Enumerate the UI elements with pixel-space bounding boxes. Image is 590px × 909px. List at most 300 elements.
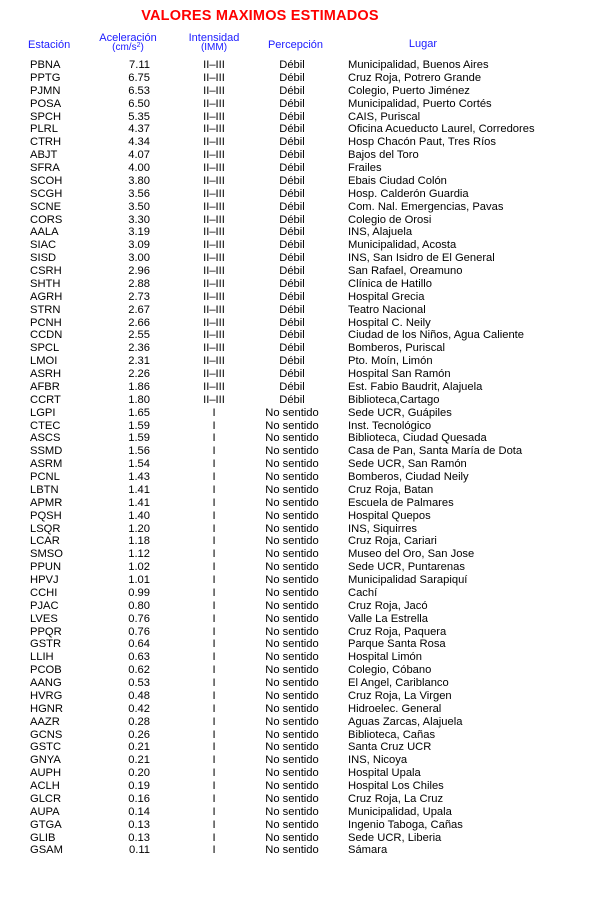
place-cell: Hospital San Ramón	[348, 368, 451, 380]
intensity-cell: II–III	[203, 277, 225, 290]
intensity-cell: I	[212, 599, 216, 612]
place-cell: INS, Nicoya	[348, 754, 408, 767]
place-cell: Hospital Limón	[348, 651, 422, 664]
station-code-cell: STRN	[30, 303, 61, 316]
acceleration-unit-close: )	[140, 42, 144, 53]
perception-cell: No sentido	[265, 844, 319, 857]
acceleration-cell: 0.42	[128, 702, 150, 715]
perception-cell: Débil	[279, 329, 305, 342]
place-cell: Oficina Acueducto Laurel, Corredores	[348, 123, 535, 136]
perception-cell: No sentido	[265, 419, 319, 432]
intensity-cell: I	[212, 612, 216, 625]
acceleration-cell: 1.02	[128, 561, 150, 574]
place-cell: INS, Siquirres	[348, 522, 418, 535]
table-row	[0, 548, 590, 561]
intensity-cell: I	[212, 625, 216, 638]
perception-cell: Débil	[279, 123, 305, 136]
acceleration-cell: 2.36	[128, 342, 150, 355]
place-cell: Ciudad de los Niños, Agua Caliente	[348, 329, 525, 342]
place-cell: Municipalidad, Puerto Cortés	[348, 97, 492, 110]
station-code-cell: CTEC	[30, 419, 61, 432]
table-row	[0, 317, 590, 330]
perception-cell: Débil	[279, 84, 305, 97]
acceleration-cell: 0.13	[128, 818, 150, 831]
table-row	[0, 613, 590, 626]
perception-cell: No sentido	[265, 612, 319, 625]
place-cell: Hosp. Calderón Guardia	[348, 187, 469, 200]
perception-cell: Débil	[279, 303, 305, 316]
acceleration-cell: 3.09	[128, 239, 150, 252]
station-code-cell: PJAC	[30, 599, 59, 612]
perception-cell: No sentido	[265, 458, 319, 471]
acceleration-cell: 1.20	[128, 522, 150, 535]
table-row	[0, 844, 590, 857]
table-row	[0, 59, 590, 72]
station-code-cell: GSAM	[30, 844, 63, 857]
place-cell: Cruz Roja, Cariari	[348, 535, 437, 548]
place-cell: Cruz Roja, Batan	[348, 483, 434, 496]
table-row	[0, 445, 590, 458]
intensity-cell: II–III	[203, 342, 225, 355]
place-cell: Biblioteca, Cañas	[348, 728, 436, 741]
table-row	[0, 819, 590, 832]
station-code-cell: HVRG	[30, 689, 63, 702]
perception-cell: No sentido	[265, 818, 319, 831]
table-row	[0, 458, 590, 471]
intensity-cell: I	[212, 406, 216, 419]
acceleration-cell: 2.67	[128, 303, 150, 316]
perception-cell: No sentido	[265, 805, 319, 818]
station-code-cell: LBTN	[30, 483, 59, 496]
station-code-cell: SCGH	[30, 187, 63, 200]
acceleration-cell: 0.53	[128, 677, 150, 689]
table-row	[0, 832, 590, 845]
perception-cell: No sentido	[265, 483, 319, 496]
perception-cell: No sentido	[265, 522, 319, 535]
table-row	[0, 201, 590, 214]
intensity-cell: I	[212, 471, 216, 483]
acceleration-cell: 1.41	[128, 496, 150, 509]
intensity-cell: I	[212, 548, 216, 561]
acceleration-cell: 5.35	[128, 110, 150, 123]
table-row	[0, 716, 590, 729]
intensity-cell: II–III	[203, 368, 225, 380]
station-code-cell: AUPH	[30, 767, 62, 780]
place-cell: INS, San Isidro de El General	[348, 252, 495, 265]
place-cell: CAIS, Puriscal	[348, 110, 421, 123]
perception-cell: Débil	[279, 239, 305, 252]
column-header-intensity-label: Intensidad	[188, 32, 240, 44]
intensity-cell: II–III	[203, 187, 225, 200]
page-title: VALORES MAXIMOS ESTIMADOS	[141, 8, 379, 24]
perception-cell: Débil	[279, 265, 305, 277]
place-cell: Sede UCR, Puntarenas	[348, 561, 465, 574]
intensity-cell: I	[212, 728, 216, 741]
intensity-cell: II–III	[203, 174, 225, 187]
column-header-station: Estación	[28, 39, 71, 51]
place-cell: Bomberos, Ciudad Neily	[348, 471, 469, 483]
perception-cell: Débil	[279, 162, 305, 174]
table-row	[0, 214, 590, 227]
place-cell: Hospital Quepos	[348, 509, 431, 522]
place-cell: Municipalidad Sarapiquí	[348, 574, 468, 586]
intensity-cell: II–III	[203, 123, 225, 136]
table-row	[0, 111, 590, 124]
station-code-cell: PPQR	[30, 625, 62, 638]
acceleration-cell: 0.28	[128, 715, 150, 728]
table-row	[0, 149, 590, 162]
perception-cell: Débil	[279, 277, 305, 290]
station-code-cell: PPTG	[30, 71, 61, 84]
acceleration-cell: 0.62	[128, 664, 150, 677]
place-cell: Ebais Ciudad Colón	[348, 174, 447, 187]
perception-cell: No sentido	[265, 638, 319, 651]
place-cell: Est. Fabio Baudrit, Alajuela	[348, 380, 483, 393]
intensity-cell: I	[212, 586, 216, 599]
acceleration-cell: 4.37	[128, 123, 150, 136]
station-code-cell: GTGA	[30, 818, 62, 831]
station-code-cell: CSRH	[30, 265, 62, 277]
acceleration-cell: 3.00	[128, 252, 150, 265]
place-cell: Sede UCR, San Ramón	[348, 458, 467, 471]
perception-cell: No sentido	[265, 509, 319, 522]
station-code-cell: SPCH	[30, 110, 62, 123]
station-code-cell: SHTH	[30, 277, 61, 290]
table-row	[0, 432, 590, 445]
intensity-cell: II–III	[203, 290, 225, 303]
perception-cell: No sentido	[265, 496, 319, 509]
place-cell: Cruz Roja, Potrero Grande	[348, 71, 482, 84]
station-code-cell: SISD	[30, 252, 57, 265]
acceleration-cell: 0.16	[128, 792, 150, 805]
station-code-cell: ACLH	[30, 780, 60, 792]
acceleration-cell: 0.76	[128, 612, 150, 625]
perception-cell: Débil	[279, 174, 305, 187]
table-row	[0, 188, 590, 201]
station-table-body	[0, 59, 590, 857]
acceleration-cell: 4.07	[128, 149, 150, 162]
perception-cell: Débil	[279, 226, 305, 239]
place-cell: Aguas Zarcas, Alajuela	[348, 715, 463, 728]
place-cell: Hospital Upala	[348, 767, 421, 780]
table-row	[0, 690, 590, 703]
table-row	[0, 420, 590, 433]
station-code-cell: CTRH	[30, 136, 62, 149]
acceleration-cell: 0.11	[129, 844, 150, 857]
perception-cell: No sentido	[265, 677, 319, 689]
column-header-perception: Percepción	[267, 39, 324, 51]
table-row	[0, 72, 590, 85]
place-cell: San Rafael, Oreamuno	[348, 265, 463, 277]
acceleration-cell: 0.13	[128, 831, 150, 844]
intensity-cell: II–III	[203, 316, 225, 329]
acceleration-cell: 0.26	[128, 728, 150, 741]
table-row	[0, 561, 590, 574]
acceleration-cell: 2.73	[128, 290, 150, 303]
intensity-cell: I	[212, 792, 216, 805]
table-row	[0, 484, 590, 497]
perception-cell: Débil	[279, 213, 305, 226]
station-code-cell: CCRT	[30, 393, 61, 406]
station-code-cell: LVES	[30, 612, 58, 625]
acceleration-cell: 7.11	[129, 59, 150, 71]
place-cell: Frailes	[348, 162, 382, 174]
station-code-cell: AUPA	[30, 805, 60, 818]
acceleration-cell: 2.31	[128, 355, 150, 368]
table-row	[0, 304, 590, 317]
column-header-intensity	[180, 33, 248, 53]
perception-cell: Débil	[279, 290, 305, 303]
intensity-cell: II–III	[203, 239, 225, 252]
column-header-acceleration	[88, 33, 168, 53]
perception-cell: No sentido	[265, 406, 319, 419]
table-row	[0, 638, 590, 651]
acceleration-cell: 0.48	[128, 689, 150, 702]
station-code-cell: PJMN	[30, 84, 61, 97]
station-code-cell: SSMD	[30, 445, 63, 458]
place-cell: Hospital Los Chiles	[348, 780, 444, 792]
intensity-cell: I	[212, 741, 216, 754]
table-row	[0, 291, 590, 304]
perception-cell: No sentido	[265, 432, 319, 445]
acceleration-cell: 6.50	[128, 97, 150, 110]
station-code-cell: SIAC	[30, 239, 57, 252]
station-code-cell: SMSO	[30, 548, 63, 561]
perception-cell: Débil	[279, 355, 305, 368]
table-row	[0, 793, 590, 806]
table-row	[0, 754, 590, 767]
acceleration-cell: 0.63	[128, 651, 150, 664]
intensity-cell: II–III	[203, 393, 225, 406]
perception-cell: Débil	[279, 393, 305, 406]
table-row	[0, 394, 590, 407]
perception-cell: No sentido	[265, 548, 319, 561]
table-row	[0, 741, 590, 754]
perception-cell: No sentido	[265, 728, 319, 741]
place-cell: Clínica de Hatillo	[348, 277, 432, 290]
station-code-cell: AALA	[30, 226, 59, 239]
perception-cell: No sentido	[265, 445, 319, 458]
table-row	[0, 368, 590, 381]
place-cell: Biblioteca,Cartago	[348, 393, 440, 406]
station-code-cell: ABJT	[30, 149, 58, 162]
table-row	[0, 729, 590, 742]
station-code-cell: LLIH	[30, 651, 54, 664]
intensity-cell: I	[212, 522, 216, 535]
intensity-cell: I	[212, 509, 216, 522]
perception-cell: No sentido	[265, 574, 319, 586]
acceleration-cell: 1.18	[128, 535, 150, 548]
intensity-cell: I	[212, 432, 216, 445]
acceleration-cell: 0.99	[128, 586, 150, 599]
place-cell: INS, Alajuela	[348, 226, 413, 239]
table-row	[0, 523, 590, 536]
place-cell: Hospital Grecia	[348, 290, 425, 303]
station-code-cell: LGPI	[30, 406, 56, 419]
acceleration-unit-base: (cm/s	[112, 42, 137, 53]
intensity-cell: I	[212, 574, 216, 586]
intensity-cell: I	[212, 767, 216, 780]
acceleration-cell: 0.21	[128, 741, 150, 754]
perception-cell: Débil	[279, 200, 305, 213]
table-row	[0, 510, 590, 523]
column-header-acceleration-label: Aceleración	[99, 32, 157, 44]
intensity-cell: I	[212, 702, 216, 715]
station-code-cell: ASRM	[30, 458, 63, 471]
place-cell: El Angel, Cariblanco	[348, 677, 449, 689]
acceleration-cell: 1.56	[128, 445, 150, 458]
intensity-cell: II–III	[203, 213, 225, 226]
acceleration-cell: 6.75	[128, 71, 150, 84]
table-row	[0, 600, 590, 613]
place-cell: Hospital C. Neily	[348, 316, 431, 329]
perception-cell: Débil	[279, 149, 305, 162]
table-row	[0, 85, 590, 98]
table-row	[0, 497, 590, 510]
station-code-cell: GNYA	[30, 754, 61, 767]
place-cell: Museo del Oro, San Jose	[348, 548, 475, 561]
table-row	[0, 355, 590, 368]
acceleration-cell: 2.88	[128, 277, 150, 290]
acceleration-cell: 3.19	[128, 226, 150, 239]
perception-cell: No sentido	[265, 741, 319, 754]
column-header-intensity-unit: (IMM)	[200, 42, 228, 53]
station-code-cell: SCOH	[30, 174, 63, 187]
perception-cell: No sentido	[265, 792, 319, 805]
station-code-cell: SFRA	[30, 162, 60, 174]
perception-cell: Débil	[279, 97, 305, 110]
station-code-cell: PPUN	[30, 561, 62, 574]
place-cell: Municipalidad, Buenos Aires	[348, 59, 489, 71]
place-cell: Cruz Roja, La Cruz	[348, 792, 444, 805]
intensity-cell: I	[212, 715, 216, 728]
place-cell: Colegio, Cóbano	[348, 664, 432, 677]
intensity-cell: II–III	[203, 303, 225, 316]
table-row	[0, 535, 590, 548]
perception-cell: No sentido	[265, 471, 319, 483]
acceleration-cell: 0.20	[128, 767, 150, 780]
perception-cell: Débil	[279, 59, 305, 71]
table-row	[0, 407, 590, 420]
station-code-cell: POSA	[30, 97, 62, 110]
station-code-cell: LSQR	[30, 522, 61, 535]
acceleration-cell: 2.66	[128, 316, 150, 329]
table-row	[0, 329, 590, 342]
acceleration-cell: 1.41	[128, 483, 150, 496]
station-code-cell: GSTC	[30, 741, 62, 754]
acceleration-cell: 0.76	[128, 625, 150, 638]
perception-cell: No sentido	[265, 651, 319, 664]
place-cell: Sede UCR, Liberia	[348, 831, 442, 844]
place-cell: Colegio, Puerto Jiménez	[348, 84, 470, 97]
intensity-cell: I	[212, 780, 216, 792]
table-row	[0, 265, 590, 278]
intensity-cell: I	[212, 458, 216, 471]
perception-cell: Débil	[279, 252, 305, 265]
intensity-cell: I	[212, 561, 216, 574]
perception-cell: Débil	[279, 187, 305, 200]
acceleration-cell: 0.80	[128, 599, 150, 612]
table-row	[0, 780, 590, 793]
place-cell: Cruz Roja, Jacó	[348, 599, 428, 612]
acceleration-cell: 1.01	[128, 574, 150, 586]
table-row	[0, 574, 590, 587]
acceleration-cell: 1.40	[128, 509, 150, 522]
table-row	[0, 664, 590, 677]
station-code-cell: AAZR	[30, 715, 60, 728]
acceleration-cell: 2.96	[128, 265, 150, 277]
table-row	[0, 806, 590, 819]
station-code-cell: HPVJ	[30, 574, 59, 586]
place-cell: Parque Santa Rosa	[348, 638, 446, 651]
station-code-cell: HGNR	[30, 702, 63, 715]
acceleration-cell: 1.59	[128, 432, 150, 445]
station-code-cell: ASRH	[30, 368, 62, 380]
intensity-cell: II–III	[203, 149, 225, 162]
station-code-cell: PCOB	[30, 664, 62, 677]
intensity-cell: II–III	[203, 59, 225, 71]
intensity-cell: I	[212, 638, 216, 651]
perception-cell: No sentido	[265, 664, 319, 677]
perception-cell: Débil	[279, 136, 305, 149]
place-cell: Cachí	[348, 586, 378, 599]
table-row	[0, 162, 590, 175]
acceleration-cell: 4.00	[128, 162, 150, 174]
table-row	[0, 651, 590, 664]
perception-cell: Débil	[279, 71, 305, 84]
intensity-cell: II–III	[203, 162, 225, 174]
perception-cell: No sentido	[265, 586, 319, 599]
table-row	[0, 252, 590, 265]
intensity-cell: I	[212, 831, 216, 844]
place-cell: Municipalidad, Upala	[348, 805, 452, 818]
perception-cell: No sentido	[265, 561, 319, 574]
place-cell: Bajos del Toro	[348, 149, 419, 162]
acceleration-cell: 0.19	[128, 780, 150, 792]
acceleration-cell: 2.26	[128, 368, 150, 380]
intensity-cell: II–III	[203, 226, 225, 239]
table-row	[0, 381, 590, 394]
station-code-cell: GLCR	[30, 792, 62, 805]
station-code-cell: PCNL	[30, 471, 60, 483]
acceleration-cell: 6.53	[128, 84, 150, 97]
table-row	[0, 677, 590, 690]
intensity-cell: I	[212, 651, 216, 664]
intensity-cell: II–III	[203, 329, 225, 342]
acceleration-cell: 1.12	[128, 548, 150, 561]
intensity-cell: II–III	[203, 200, 225, 213]
perception-cell: No sentido	[265, 625, 319, 638]
place-cell: Municipalidad, Acosta	[348, 239, 457, 252]
table-row	[0, 587, 590, 600]
place-cell: Cruz Roja, La Virgen	[348, 689, 452, 702]
table-row	[0, 626, 590, 639]
intensity-cell: I	[212, 483, 216, 496]
acceleration-cell: 1.65	[128, 406, 150, 419]
station-code-cell: SPCL	[30, 342, 60, 355]
acceleration-cell: 0.64	[128, 638, 150, 651]
intensity-cell: II–III	[203, 355, 225, 368]
table-row	[0, 471, 590, 484]
intensity-cell: I	[212, 689, 216, 702]
intensity-cell: I	[212, 844, 216, 857]
acceleration-cell: 2.55	[128, 329, 150, 342]
acceleration-cell: 1.86	[128, 380, 150, 393]
table-row	[0, 136, 590, 149]
intensity-cell: I	[212, 664, 216, 677]
place-cell: Casa de Pan, Santa María de Dota	[348, 445, 523, 458]
station-code-cell: CCHI	[30, 586, 58, 599]
